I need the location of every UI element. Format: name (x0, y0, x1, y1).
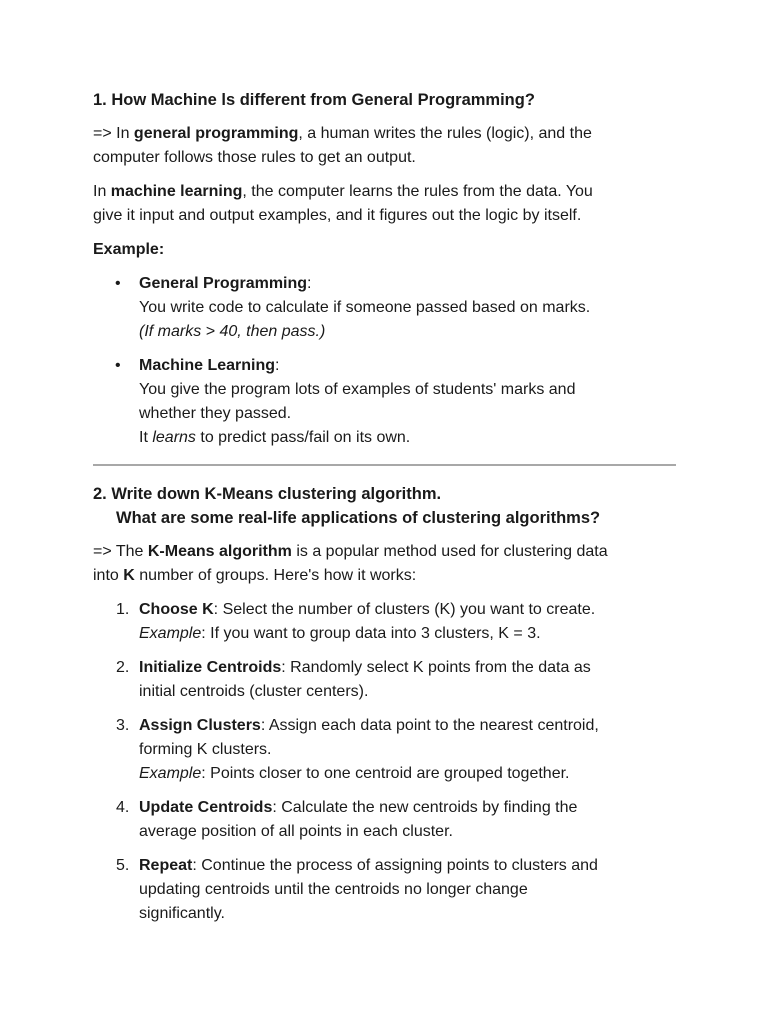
step-text: initial centroids (cluster centers). (139, 683, 369, 700)
bullet-italic-text: (If marks > 40, then pass.) (139, 323, 326, 340)
step-number: 3. (116, 717, 130, 734)
step-text: significantly. (139, 905, 225, 922)
step-text: updating centroids until the centroids no longer change (139, 881, 528, 898)
q1-p1-rest: , a human writes the rules (logic), and the (298, 125, 592, 142)
step-label: Choose K (139, 601, 214, 618)
bullet-text: to predict pass/fail on its own. (195, 429, 411, 446)
q2-intro-rest: is a popular method used for clustering data (291, 543, 608, 560)
step-example-text: : If you want to group data into 3 clusters, K = 3. (201, 625, 541, 642)
bullet-text: You write code to calculate if someone passed based on marks. (139, 299, 591, 316)
q2-intro-line2-bold: K (123, 567, 135, 584)
q2-intro-line2-prefix: into (93, 567, 124, 584)
step-text: : Select the number of clusters (K) you want to create. (213, 601, 596, 618)
step-number: 5. (116, 857, 130, 874)
q1-p1-prefix: => In (93, 125, 134, 142)
q1-p2-line2: give it input and output examples, and it figures out the logic by itself. (93, 207, 582, 224)
list-item (93, 796, 683, 844)
step-example-label: Example (139, 765, 202, 782)
q2-heading-line1: 2. Write down K-Means clustering algorithm. (93, 485, 442, 503)
list-item (93, 598, 683, 646)
q1-p2-rest: , the computer learns the rules from the data. You (242, 183, 593, 200)
list-item (93, 656, 683, 704)
step-text: forming K clusters. (139, 741, 272, 758)
q1-p1-line2: computer follows those rules to get an output. (93, 149, 416, 166)
list-item (93, 714, 683, 786)
bullet-label: Machine Learning (139, 357, 276, 374)
document-page (93, 88, 683, 926)
step-number: 4. (116, 799, 130, 816)
step-text: : Continue the process of assigning points to clusters and (192, 857, 598, 874)
step-text: : Randomly select K points from the data as (281, 659, 591, 676)
section-divider (93, 464, 676, 466)
list-item (93, 272, 683, 344)
q2-intro-bold: K-Means algorithm (147, 543, 292, 560)
step-text: : Assign each data point to the nearest centroid, (260, 717, 599, 734)
bullet-italic-text: learns (152, 429, 196, 446)
kmeans-steps-list (93, 598, 683, 926)
step-number: 1. (116, 601, 130, 618)
bullet-label: General Programming (139, 275, 308, 292)
q1-heading: 1. How Machine ls different from General Programming? (93, 91, 535, 109)
example-bullet-list (93, 272, 683, 450)
step-example-text: : Points closer to one centroid are grouped together. (201, 765, 570, 782)
bullet-text: It (139, 429, 153, 446)
bullet-icon: • (115, 357, 121, 374)
step-number: 2. (116, 659, 130, 676)
list-item (93, 354, 683, 450)
q2-intro-line2-rest: number of groups. Here's how it works: (134, 567, 417, 584)
bullet-text: whether they passed. (139, 405, 292, 422)
step-example-label: Example (139, 625, 202, 642)
q1-p2-bold: machine learning (110, 183, 243, 200)
step-label: Update Centroids (139, 799, 273, 816)
step-label: Repeat (139, 857, 193, 874)
q1-p2-prefix: In (93, 183, 111, 200)
q2-heading (93, 482, 683, 530)
example-label (93, 238, 683, 262)
q1-p1-bold: general programming (133, 125, 299, 142)
step-text: : Calculate the new centroids by finding the (272, 799, 578, 816)
q1-paragraph-ml (93, 180, 683, 228)
q1-paragraph-general (93, 122, 683, 170)
bullet-icon: • (115, 275, 121, 292)
bullet-text: You give the program lots of examples of students' marks and (139, 381, 576, 398)
bullet-colon: : (275, 357, 280, 374)
q2-intro (93, 540, 683, 588)
step-text: average position of all points in each cluster. (139, 823, 453, 840)
example-label-text: Example: (93, 241, 165, 258)
q2-intro-prefix: => The (93, 543, 148, 560)
list-item (93, 854, 683, 926)
bullet-colon: : (307, 275, 312, 292)
step-label: Assign Clusters (139, 717, 261, 734)
step-label: Initialize Centroids (139, 659, 282, 676)
q2-heading-line2: What are some real-life applications of clustering algorithms? (116, 509, 601, 527)
